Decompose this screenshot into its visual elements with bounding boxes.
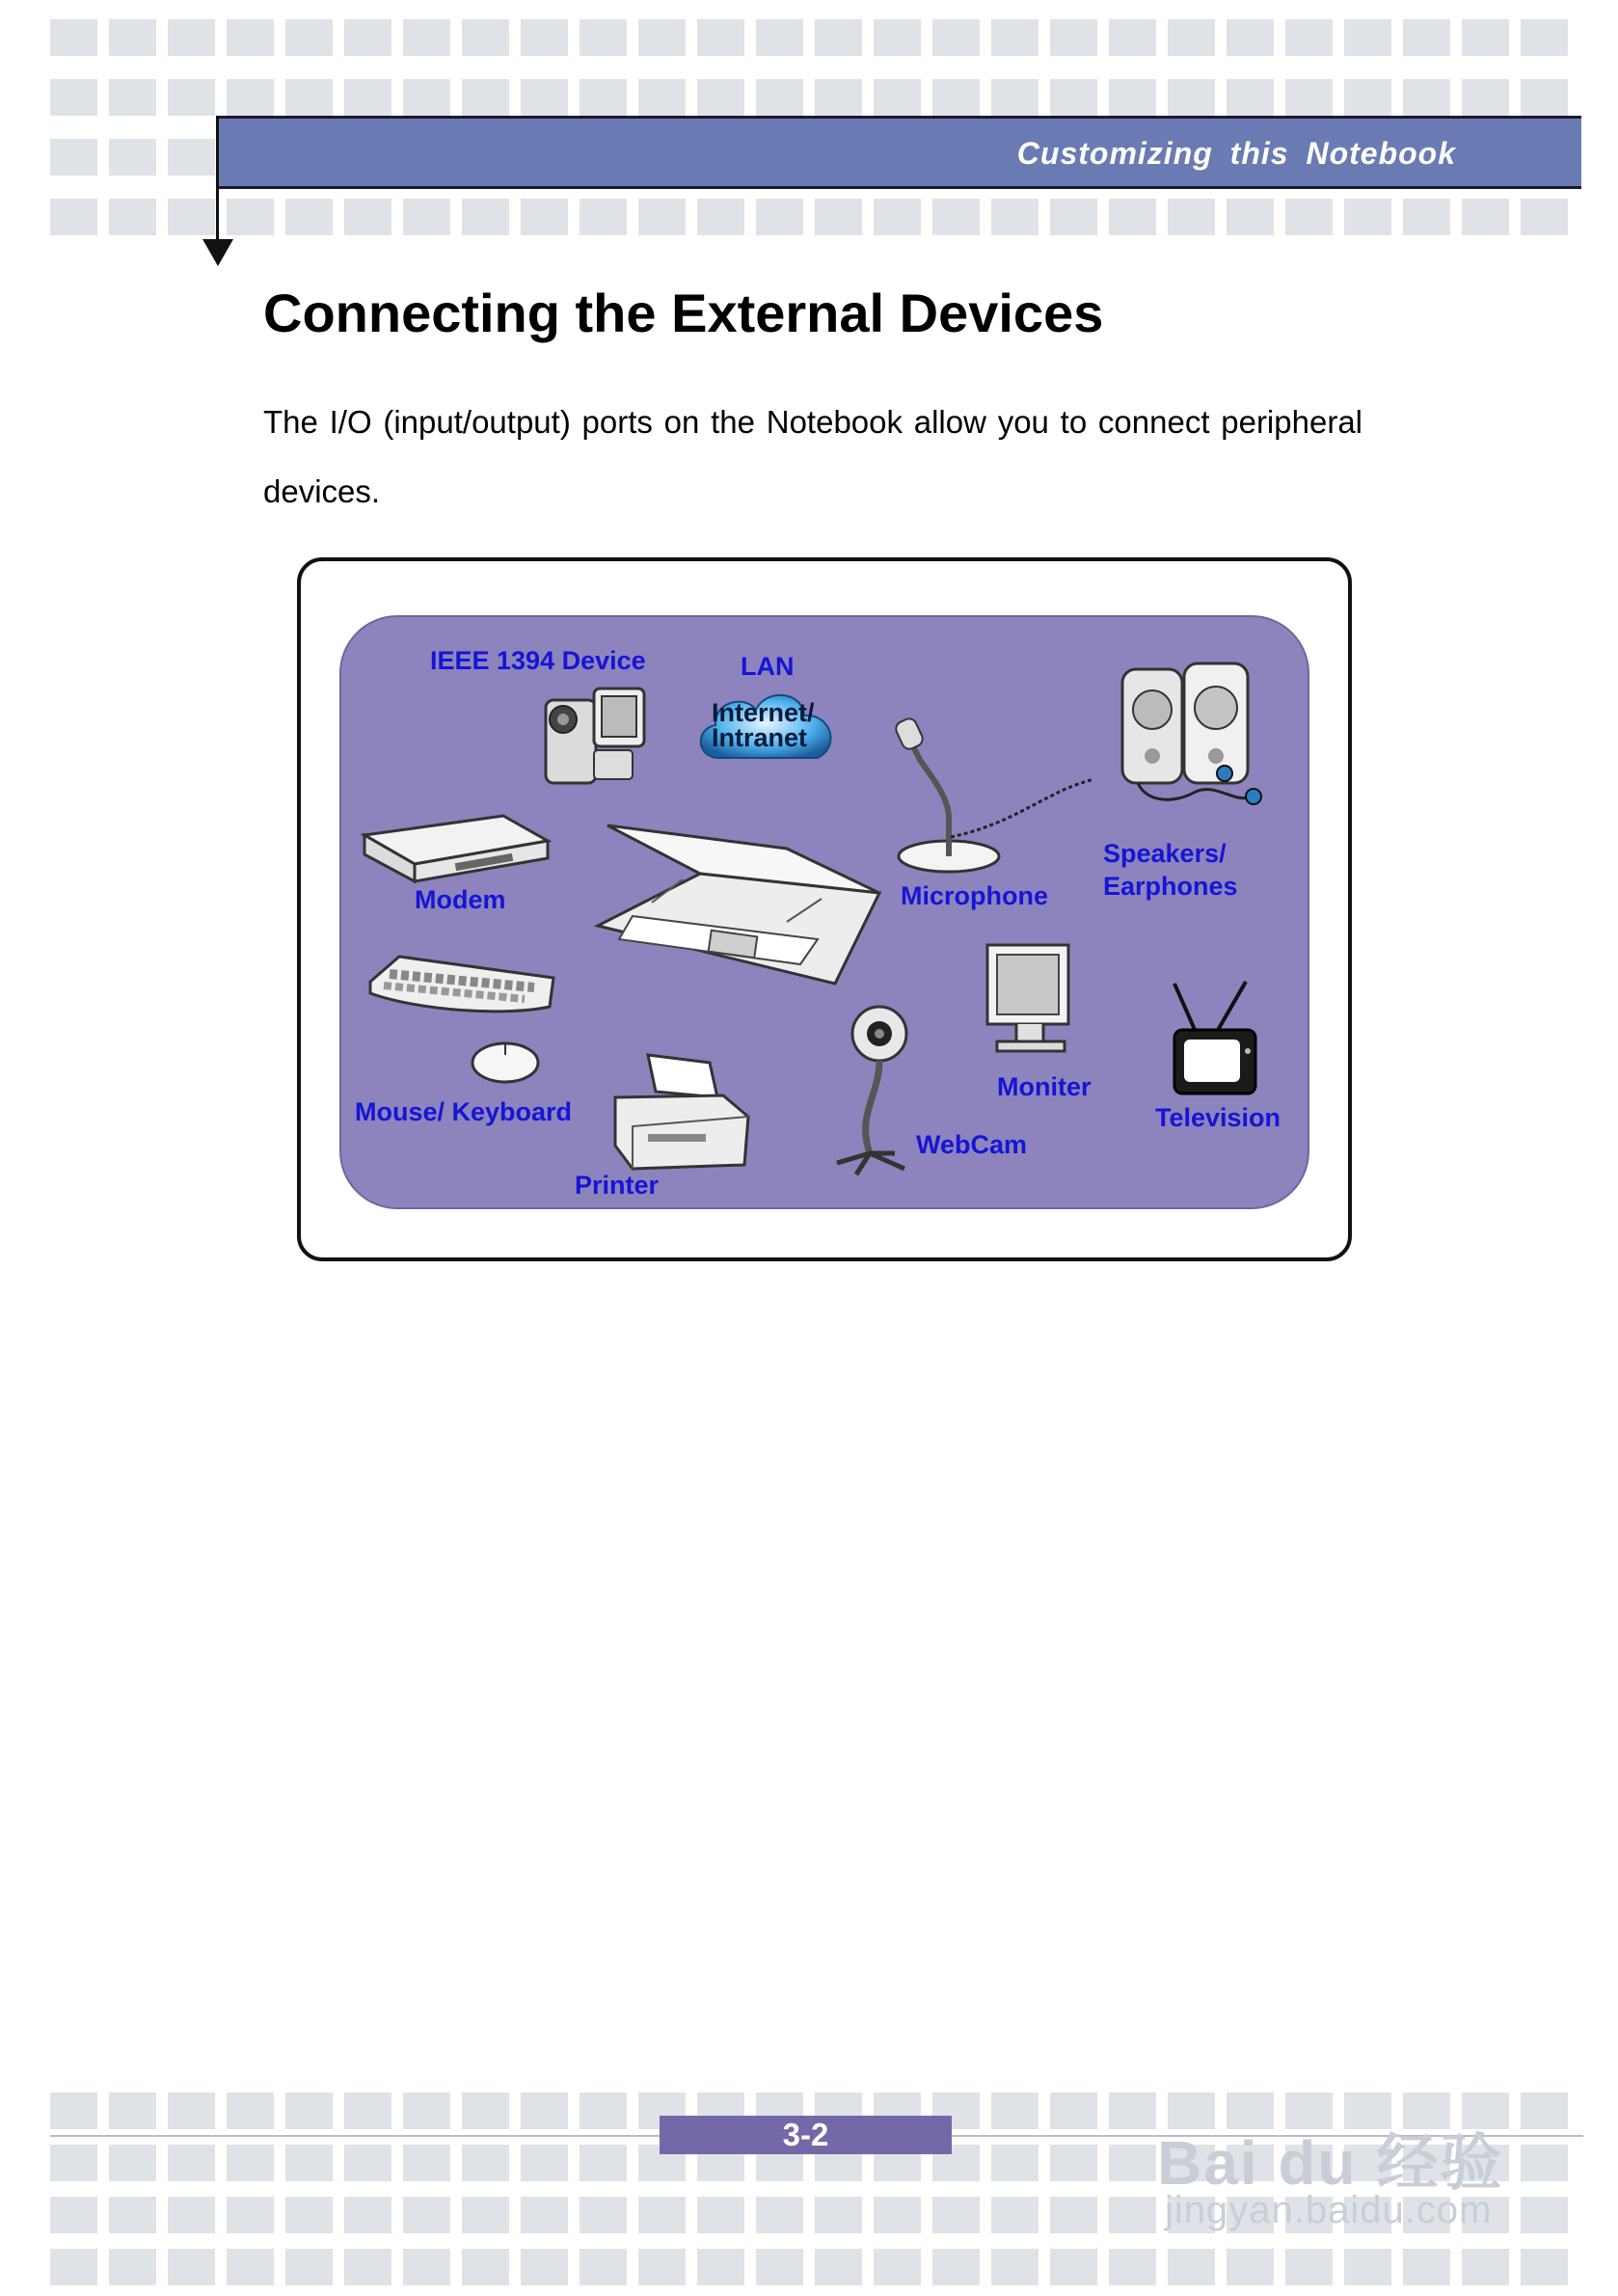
decor-square: [285, 2093, 333, 2129]
decor-square: [580, 2197, 627, 2233]
decor-square: [874, 19, 921, 56]
decor-square: [462, 2249, 509, 2285]
decor-square: [1109, 199, 1156, 235]
decor-square: [1050, 19, 1097, 56]
label-microphone: Microphone: [901, 881, 1048, 910]
label-speakers-line1: Speakers/: [1103, 839, 1227, 868]
decor-square: [462, 2145, 509, 2181]
decor-square: [1168, 79, 1215, 116]
webcam-icon: [827, 999, 933, 1182]
decor-square: [580, 2093, 627, 2129]
decor-square: [1521, 2093, 1568, 2129]
decor-square: [1344, 2249, 1391, 2285]
decor-square: [815, 79, 862, 116]
decor-square: [1521, 199, 1568, 235]
decor-square: [1403, 199, 1450, 235]
decor-square: [109, 2197, 156, 2233]
decor-square: [285, 19, 333, 56]
decor-square: [462, 19, 509, 56]
decor-square: [1403, 79, 1450, 116]
decor-square: [109, 19, 156, 56]
decor-square: [1285, 19, 1333, 56]
decor-square: [932, 79, 980, 116]
decor-square: [462, 2093, 509, 2129]
label-television: Television: [1155, 1103, 1281, 1132]
decor-square: [580, 79, 627, 116]
label-ieee1394: IEEE 1394 Device: [430, 646, 646, 675]
decor-square: [1403, 19, 1450, 56]
header-band: [217, 116, 1581, 189]
cloud-label-line2: Intranet: [712, 723, 808, 752]
decor-square: [50, 199, 97, 235]
decor-square: [1050, 79, 1097, 116]
intro-paragraph: The I/O (input/output) ports on the Notebook allow you to connect peripheral devices.: [263, 404, 1362, 509]
decor-square: [991, 2249, 1038, 2285]
decor-square: [1050, 2197, 1097, 2233]
decor-square: [344, 2093, 391, 2129]
decor-square: [50, 79, 97, 116]
page-number: 3-2: [660, 2116, 952, 2154]
decor-square: [580, 19, 627, 56]
decor-square: [521, 2249, 568, 2285]
decor-square: [580, 199, 627, 235]
decor-square: [109, 79, 156, 116]
decor-square: [1227, 2249, 1274, 2285]
decor-square: [1168, 2249, 1215, 2285]
decor-square: [462, 79, 509, 116]
decor-square: [285, 2249, 333, 2285]
decor-square: [521, 2093, 568, 2129]
decor-square: [1462, 2249, 1509, 2285]
decor-square: [344, 199, 391, 235]
decor-square: [227, 199, 274, 235]
decor-square: [932, 19, 980, 56]
decor-square: [697, 199, 744, 235]
decor-square: [638, 79, 686, 116]
decor-square: [756, 2197, 803, 2233]
decor-square: [521, 2197, 568, 2233]
decor-square: [227, 2145, 274, 2181]
devices-diagram: [339, 615, 1309, 1209]
decor-square: [403, 2145, 450, 2181]
decor-square: [991, 2145, 1038, 2181]
decor-square: [1109, 2249, 1156, 2285]
decor-square: [285, 2197, 333, 2233]
decor-square: [1462, 199, 1509, 235]
watermark-url: jingyan.baidu.com: [1165, 2189, 1493, 2231]
decor-square: [168, 139, 215, 176]
decor-square: [1050, 199, 1097, 235]
decor-square: [1050, 2249, 1097, 2285]
laptop-icon: [594, 820, 883, 993]
decor-square: [756, 79, 803, 116]
decor-square: [756, 19, 803, 56]
monitor-icon: [978, 941, 1084, 1067]
decor-square: [638, 199, 686, 235]
decor-square: [109, 2249, 156, 2285]
decor-square: [638, 19, 686, 56]
decor-square: [403, 199, 450, 235]
decor-square: [1521, 19, 1568, 56]
keyboard-mouse-icon: [361, 949, 563, 1094]
decor-square: [1462, 19, 1509, 56]
decor-square: [285, 79, 333, 116]
decor-square: [1109, 79, 1156, 116]
decor-square: [227, 2249, 274, 2285]
down-arrow-icon: [202, 239, 233, 266]
decor-square: [874, 79, 921, 116]
decor-square: [462, 2197, 509, 2233]
decor-square: [697, 2249, 744, 2285]
decor-square: [874, 2249, 921, 2285]
decor-square: [1109, 2093, 1156, 2129]
decor-square: [403, 2093, 450, 2129]
decor-square: [1227, 79, 1274, 116]
decor-square: [697, 79, 744, 116]
decor-square: [1462, 79, 1509, 116]
decor-square: [638, 2249, 686, 2285]
decor-square: [109, 139, 156, 176]
decor-square: [991, 2197, 1038, 2233]
modem-icon: [359, 806, 552, 883]
decor-square: [1285, 199, 1333, 235]
decor-square: [1168, 19, 1215, 56]
decor-square: [521, 79, 568, 116]
label-moniter: Moniter: [997, 1072, 1092, 1101]
decor-square: [932, 199, 980, 235]
decor-square: [1227, 199, 1274, 235]
decor-square: [285, 199, 333, 235]
decor-square: [1168, 199, 1215, 235]
decor-square: [50, 2145, 97, 2181]
label-lan: LAN: [741, 652, 795, 681]
decor-square: [991, 2093, 1038, 2129]
decor-square: [874, 2197, 921, 2233]
decor-square: [580, 2249, 627, 2285]
decor-square: [697, 2197, 744, 2233]
decor-square: [227, 2197, 274, 2233]
decor-square: [50, 2249, 97, 2285]
label-printer: Printer: [575, 1171, 660, 1200]
decor-square: [815, 199, 862, 235]
label-webcam: WebCam: [916, 1130, 1028, 1159]
decor-square: [168, 2249, 215, 2285]
decor-square: [168, 79, 215, 116]
decor-square: [168, 2093, 215, 2129]
television-icon: [1167, 974, 1263, 1099]
decor-square: [1050, 2093, 1097, 2129]
decor-square: [50, 139, 97, 176]
decor-square: [168, 2197, 215, 2233]
label-mouse-keyboard: Mouse/ Keyboard: [355, 1097, 573, 1126]
watermark-brand: Bai du 经验: [1157, 2128, 1504, 2198]
decor-square: [932, 2249, 980, 2285]
decor-square: [227, 2093, 274, 2129]
decor-square: [344, 2197, 391, 2233]
decor-square: [1521, 2249, 1568, 2285]
decor-square: [344, 79, 391, 116]
decor-square: [521, 2145, 568, 2181]
decor-square: [403, 19, 450, 56]
decor-square: [1344, 79, 1391, 116]
decor-square: [932, 2197, 980, 2233]
decor-square: [1050, 2145, 1097, 2181]
decor-square: [344, 2145, 391, 2181]
speakers-icon: [1109, 660, 1282, 824]
decor-square: [1285, 79, 1333, 116]
page-title: Connecting the External Devices: [263, 283, 1104, 343]
decor-square: [874, 199, 921, 235]
decor-square: [1109, 2145, 1156, 2181]
decor-square: [1403, 2249, 1450, 2285]
decor-square: [168, 199, 215, 235]
decor-square: [109, 2093, 156, 2129]
decor-square: [815, 2249, 862, 2285]
decor-square: [344, 19, 391, 56]
decor-square: [227, 19, 274, 56]
decor-square: [815, 19, 862, 56]
decor-square: [1344, 19, 1391, 56]
cloud-label-line1: Internet/: [712, 698, 815, 727]
decor-square: [109, 199, 156, 235]
decor-square: [756, 199, 803, 235]
printer-icon: [609, 1049, 754, 1175]
decor-square: [991, 19, 1038, 56]
decor-square: [462, 199, 509, 235]
decor-square: [1344, 199, 1391, 235]
decor-square: [50, 2197, 97, 2233]
decor-square: [1521, 79, 1568, 116]
decor-square: [756, 2249, 803, 2285]
decor-square: [403, 2249, 450, 2285]
decor-square: [580, 2145, 627, 2181]
decor-square: [50, 19, 97, 56]
label-speakers-line2: Earphones: [1103, 872, 1238, 901]
decor-square: [285, 2145, 333, 2181]
microphone-icon: [881, 712, 1103, 876]
label-modem: Modem: [415, 885, 506, 914]
decor-square: [521, 19, 568, 56]
decor-square: [50, 2093, 97, 2129]
camcorder-icon: [534, 681, 650, 787]
decor-square: [815, 2197, 862, 2233]
decor-square: [1109, 2197, 1156, 2233]
decor-square: [168, 2145, 215, 2181]
decor-square: [403, 79, 450, 116]
decor-square: [227, 79, 274, 116]
decor-square: [403, 2197, 450, 2233]
decor-square: [991, 79, 1038, 116]
decor-square: [109, 2145, 156, 2181]
decor-square: [344, 2249, 391, 2285]
decor-square: [521, 199, 568, 235]
section-title: Customizing this Notebook: [1016, 136, 1456, 171]
decor-square: [1521, 2197, 1568, 2233]
decor-square: [991, 199, 1038, 235]
header-rule: [216, 116, 219, 246]
decor-square: [1285, 2249, 1333, 2285]
decor-square: [168, 19, 215, 56]
decor-square: [1227, 19, 1274, 56]
decor-square: [697, 19, 744, 56]
decor-square: [1521, 2145, 1568, 2181]
decor-square: [638, 2197, 686, 2233]
decor-square: [1109, 19, 1156, 56]
